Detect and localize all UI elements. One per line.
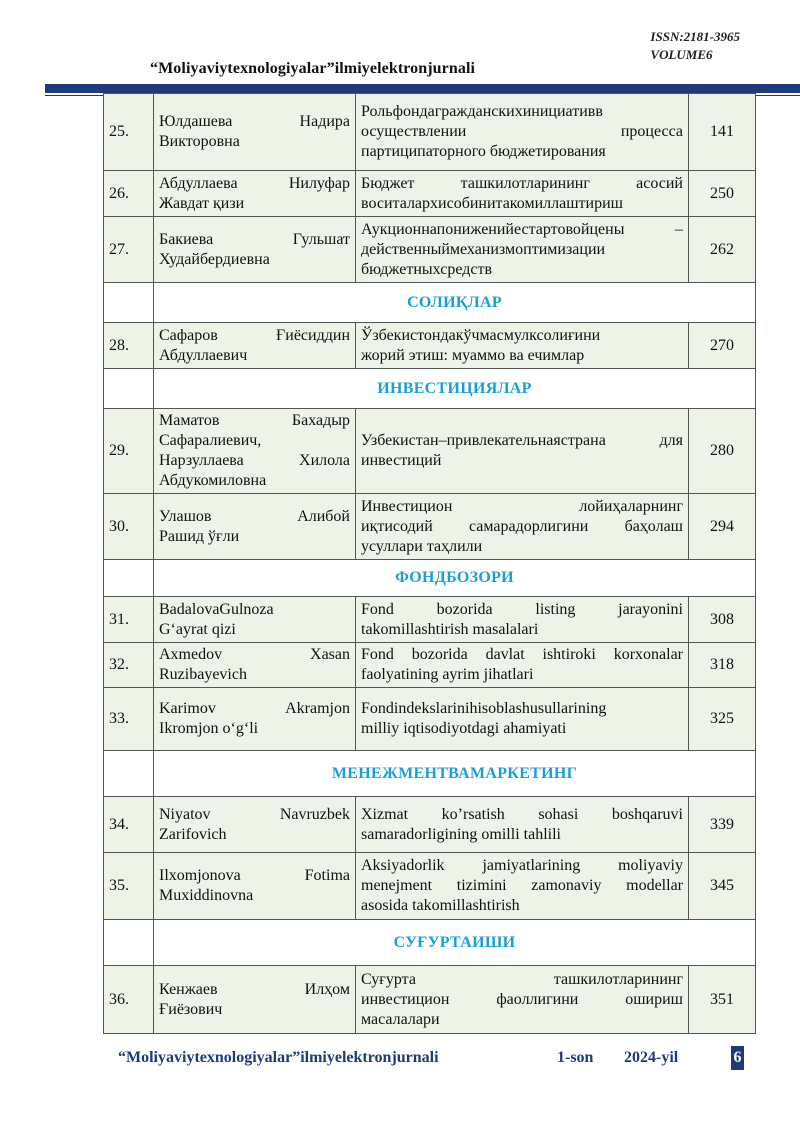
section-row [104, 560, 756, 597]
section-blank-cell [104, 283, 154, 323]
table-row [104, 94, 756, 171]
header-rule [45, 84, 800, 93]
entry-page: 294 [689, 494, 756, 560]
section-title: ИНВЕСТИЦИЯЛАР [154, 369, 756, 409]
table-row [104, 643, 756, 688]
title-line: Fond bozorida davlat ishtiroki korxonalar [361, 646, 683, 663]
entry-author [154, 597, 356, 643]
entry-title [356, 643, 689, 688]
entry-title [356, 217, 689, 283]
title-line: Fond bozorida listing jarayonini [361, 600, 683, 618]
entry-author [154, 494, 356, 560]
entry-number: 34. [104, 797, 154, 853]
entry-number: 29. [104, 409, 154, 494]
table-row [104, 409, 756, 494]
entry-number: 26. [104, 171, 154, 217]
title-line: takomillashtirish masalalari [361, 620, 539, 638]
table-row [104, 171, 756, 217]
entry-title [356, 688, 689, 751]
title-line: Инвестицион лойиҳаларнинг [361, 497, 683, 515]
author-line: Улашов Алибой [159, 507, 350, 525]
footer-year: 2024-yil [624, 1049, 679, 1066]
entry-title [356, 323, 689, 369]
entry-page: 345 [689, 853, 756, 920]
section-blank-cell [104, 369, 154, 409]
footer-issue: 1-son [557, 1049, 594, 1066]
section-row [104, 369, 756, 409]
author-line: Сафаров Ғиёсиддин [159, 326, 350, 344]
entry-page: 270 [689, 323, 756, 369]
section-row [104, 920, 756, 966]
author-line: Сафаралиевич, [159, 432, 262, 449]
title-line: Xizmat ko’rsatish sohasi boshqaruvi [361, 805, 683, 823]
entry-author [154, 409, 356, 494]
entry-number: 35. [104, 853, 154, 920]
author-line: Axmedov Xasan [159, 646, 350, 663]
author-line: Бакиева Гульшат [159, 230, 350, 248]
entry-page: 280 [689, 409, 756, 494]
table-row [104, 597, 756, 643]
table-row [104, 853, 756, 920]
title-line: Бюджет ташкилотларининг асосий [361, 174, 683, 192]
entry-author [154, 853, 356, 920]
title-line: menejment tizimini zamonaviy modellar [361, 877, 683, 894]
title-line: Суғурта ташкилотларининг [361, 970, 683, 988]
header-journal-title: “Moliyaviytexnologiyalar”ilmiyelektronjurnali [150, 60, 476, 77]
author-line: Рашид ўғли [159, 527, 240, 545]
section-title: СОЛИҚЛАР [154, 283, 756, 323]
author-line: Muxiddinovna [159, 887, 254, 904]
contents-table [103, 93, 756, 1034]
entry-number: 33. [104, 688, 154, 751]
entry-number: 30. [104, 494, 154, 560]
author-line: Нарзуллаева Хилола [159, 452, 350, 469]
author-line: Zarifovich [159, 825, 227, 843]
title-line: бюджетныхсредств [361, 260, 492, 278]
section-blank-cell [104, 751, 154, 797]
volume-text: VOLUME6 [650, 47, 713, 62]
entry-title [356, 94, 689, 171]
entry-author [154, 688, 356, 751]
author-line: Худайбердиевна [159, 250, 270, 268]
author-line: Жавдат қизи [159, 194, 245, 212]
entry-number: 25. [104, 94, 154, 171]
title-line: жорий этиш: муаммо ва ечимлар [361, 346, 585, 364]
entry-number: 32. [104, 643, 154, 688]
entry-number: 28. [104, 323, 154, 369]
entry-page: 318 [689, 643, 756, 688]
entry-author [154, 797, 356, 853]
section-row [104, 751, 756, 797]
entry-author [154, 643, 356, 688]
entry-title [356, 797, 689, 853]
author-line: Ilxomjonova Fotima [159, 867, 350, 884]
title-line: осуществлении процесса [361, 123, 683, 140]
section-blank-cell [104, 920, 154, 966]
table-row [104, 494, 756, 560]
author-line: G‘ayrat qizi [159, 620, 236, 638]
footer-journal-title: “Moliyaviytexnologiyalar”ilmiyelektronjurnali [118, 1049, 439, 1066]
title-line: Ўзбекистондакўчмасмулксолиғини [361, 326, 601, 344]
title-line: Рольфондагражданскихинициативв [361, 103, 603, 120]
entry-title [356, 171, 689, 217]
entry-author [154, 966, 356, 1034]
title-line: партиципаторного бюджетирования [361, 143, 606, 160]
entry-page: 351 [689, 966, 756, 1034]
section-title: ФОНДБОЗОРИ [154, 560, 756, 597]
title-line: milliy iqtisodiyotdagi ahamiyati [361, 720, 567, 737]
author-line: Викторовна [159, 133, 240, 150]
title-line: samaradorligining omilli tahlili [361, 825, 561, 843]
entry-page: 308 [689, 597, 756, 643]
table-row [104, 966, 756, 1034]
section-blank-cell [104, 560, 154, 597]
entry-title [356, 597, 689, 643]
section-title: СУҒУРТАИШИ [154, 920, 756, 966]
title-line: инвестиций [361, 452, 442, 469]
entry-title [356, 409, 689, 494]
author-line: Маматов Бахадыр [159, 412, 350, 429]
entry-title [356, 966, 689, 1034]
title-line: усуллари таҳлили [361, 537, 483, 555]
page-number: 6 [731, 1046, 744, 1070]
author-line: BadalovaGulnoza [159, 600, 274, 618]
table-row [104, 217, 756, 283]
title-line: faolyatining ayrim jihatlari [361, 666, 534, 683]
entry-page: 141 [689, 94, 756, 171]
entry-author [154, 171, 356, 217]
title-line: иқтисодий самарадорлигини баҳолаш [361, 517, 683, 535]
entry-title [356, 853, 689, 920]
entry-author [154, 217, 356, 283]
author-line: Niyatov Navruzbek [159, 805, 350, 823]
title-line: воситалархисобинитакомиллаштириш [361, 194, 623, 212]
title-line: Aksiyadorlik jamiyatlarining moliyaviy [361, 857, 683, 874]
entry-number: 27. [104, 217, 154, 283]
section-title: МЕНЕЖМЕНТВАМАРКЕТИНГ [154, 751, 756, 797]
author-line: Ruzibayevich [159, 666, 247, 683]
author-line: Karimov Akramjon [159, 700, 350, 717]
author-line: Ikromjon o‘g‘li [159, 720, 259, 737]
table-row [104, 797, 756, 853]
author-line: Ғиёзович [159, 1000, 223, 1018]
title-line: Узбекистан–привлекательнаястрана для [361, 432, 683, 449]
issn-text: ISSN:2181-3965 [650, 29, 740, 44]
entry-author [154, 94, 356, 171]
entry-page: 262 [689, 217, 756, 283]
author-line: Абдуллаевич [159, 346, 248, 364]
section-row [104, 283, 756, 323]
title-line: Аукционнапониженийестартовойцены – [361, 220, 683, 238]
title-line: действенныймеханизмоптимизации [361, 240, 606, 258]
entry-number: 31. [104, 597, 154, 643]
entry-page: 325 [689, 688, 756, 751]
title-line: инвестицион фаоллигини ошириш [361, 990, 683, 1008]
author-line: Юлдашева Надира [159, 113, 350, 130]
author-line: Кенжаев Илҳом [159, 980, 350, 998]
entry-author [154, 323, 356, 369]
entry-number: 36. [104, 966, 154, 1034]
author-line: Абдукомиловна [159, 472, 267, 489]
entry-page: 339 [689, 797, 756, 853]
table-row [104, 323, 756, 369]
issn-block [650, 28, 740, 64]
title-line: Fondindekslarinihisoblashusullarining [361, 700, 607, 717]
title-line: asosida takomillashtirish [361, 897, 520, 914]
author-line: Абдуллаева Нилуфар [159, 174, 350, 192]
table-row [104, 688, 756, 751]
entry-page: 250 [689, 171, 756, 217]
title-line: масалалари [361, 1010, 440, 1028]
entry-title [356, 494, 689, 560]
